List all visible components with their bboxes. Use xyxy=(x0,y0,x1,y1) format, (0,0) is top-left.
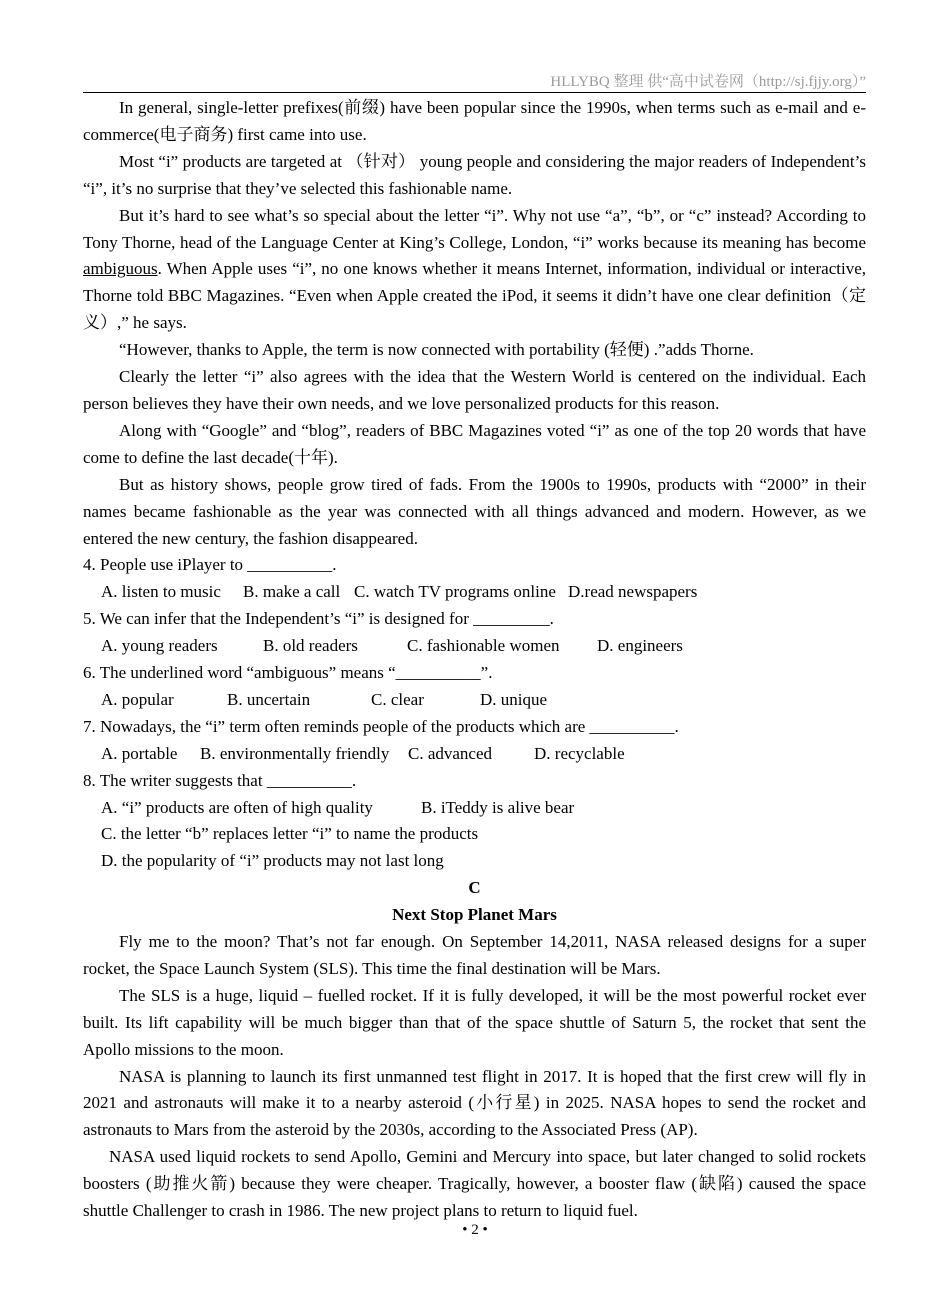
question-stem: 6. The underlined word “ambiguous” means “__________”. xyxy=(83,663,493,682)
option-d: D. the popularity of “i” products may not last long xyxy=(101,851,444,871)
option-a: A. listen to music xyxy=(101,582,221,602)
section-title: Next Stop Planet Mars xyxy=(392,905,557,925)
question-options xyxy=(83,633,866,660)
question-stem: 8. The writer suggests that __________. xyxy=(83,770,357,790)
option-b: B. old readers xyxy=(263,636,358,656)
page-header: HLLYBQ 整理 供“高中试卷网（http://sj.fjjy.org）” xyxy=(550,74,866,90)
question-stem: 4. People use iPlayer to __________. xyxy=(83,555,337,575)
paragraph: “However, thanks to Apple, the term is now connected with portability (轻便) .”adds Thorne. xyxy=(119,340,754,360)
option-d: D. recyclable xyxy=(534,743,625,763)
question-options xyxy=(83,795,866,822)
document-body xyxy=(83,95,866,1225)
text: But it’s hard to see what’s so special about the letter “i”. Why not use “a”, “b”, or “c” instead? According to Tony Thorne, head of the Language Center at King’s College, London, “i” works because its meaning has become xyxy=(83,205,866,252)
option-c: C. watch TV programs online xyxy=(354,582,556,602)
question-options xyxy=(83,848,866,875)
question-options xyxy=(83,821,866,848)
option-b: B. iTeddy is alive bear xyxy=(421,797,575,817)
paragraph: In general, single-letter prefixes(前缀) have been popular since the 1990s, when terms such as e-mail and e-commerce(电子商务) first came into use. xyxy=(83,98,866,144)
underlined-word: ambiguous xyxy=(83,259,158,279)
question-stem: 7. Nowadays, the “i” term often reminds people of the products which are __________. xyxy=(83,716,679,736)
option-a: A. popular xyxy=(101,689,174,709)
option-b: B. environmentally friendly xyxy=(200,743,390,763)
option-c: C. clear xyxy=(371,689,424,709)
paragraph xyxy=(83,203,866,338)
paragraph: The SLS is a huge, liquid – fuelled rocket. If it is fully developed, it will be the most powerful rocket ever built. Its lift capability will be much bigger than that of the space shuttle of Saturn 5, the rocket that sent the Apollo missions to the moon. xyxy=(83,985,866,1059)
section-letter: C xyxy=(468,878,481,898)
paragraph: But as history shows, people grow tired of fads. From the 1900s to 1990s, products with “2000” in their names became fashionable as the year was connected with all things advanced and modern. However, as we entered the new century, the fashion disappeared. xyxy=(83,474,866,548)
option-c: C. fashionable women xyxy=(407,636,560,656)
option-a: A. portable xyxy=(101,743,178,763)
question-options xyxy=(83,579,866,606)
paragraph: Clearly the letter “i” also agrees with the idea that the Western World is centered on the individual. Each person believes they have their own needs, and we love personalized products for this reason. xyxy=(83,367,866,413)
option-d: D. unique xyxy=(480,689,548,709)
option-b: B. make a call xyxy=(243,582,341,602)
option-b: B. uncertain xyxy=(227,689,311,709)
option-d: D. engineers xyxy=(597,636,683,656)
option-a: A. “i” products are often of high quality xyxy=(101,797,373,817)
header-rule xyxy=(83,92,866,93)
paragraph: Most “i” products are targeted at （针对） young people and considering the major readers of Independent’s “i”, it’s no surprise that they’ve selected this fashionable name. xyxy=(83,151,866,198)
question-stem: 5. We can infer that the Independent’s “i” is designed for _________. xyxy=(83,609,554,629)
paragraph: NASA used liquid rockets to send Apollo, Gemini and Mercury into space, but later changed to solid rockets boosters (助推火箭) because they were cheaper. Tragically, however, a booster flaw (缺陷) caused the space shuttle Challenger to crash in 1986. The new project plans to return to liquid fuel. xyxy=(83,1147,866,1221)
paragraph: Along with “Google” and “blog”, readers of BBC Magazines voted “i” as one of the top 20 words that have come to define the last decade(十年). xyxy=(83,420,866,467)
option-c: C. advanced xyxy=(408,743,493,763)
question-options xyxy=(83,741,866,768)
question-options xyxy=(83,687,866,714)
page-number: • 2 • xyxy=(462,1222,488,1238)
option-d: D.read newspapers xyxy=(568,582,698,602)
option-a: A. young readers xyxy=(101,636,218,656)
paragraph: Fly me to the moon? That’s not far enough. On September 14,2011, NASA released designs for a super rocket, the Space Launch System (SLS). This time the final destination will be Mars. xyxy=(83,931,866,978)
paragraph: NASA is planning to launch its first unmanned test flight in 2017. It is hoped that the first crew will fly in 2021 and astronauts will make it to a nearby asteroid (小行星) in 2025. NASA hopes to send the rocket and astronauts to Mars from the asteroid by the 2030s, according to the Associated Press (AP). xyxy=(83,1066,866,1140)
option-c: C. the letter “b” replaces letter “i” to name the products xyxy=(101,824,479,844)
text: . When Apple uses “i”, no one knows whether it means Internet, information, individual or interactive, Thorne told BBC Magazines. “Even when Apple created the iPod, it seems it didn’t have one clear definition（定义）,” he says. xyxy=(83,259,866,333)
